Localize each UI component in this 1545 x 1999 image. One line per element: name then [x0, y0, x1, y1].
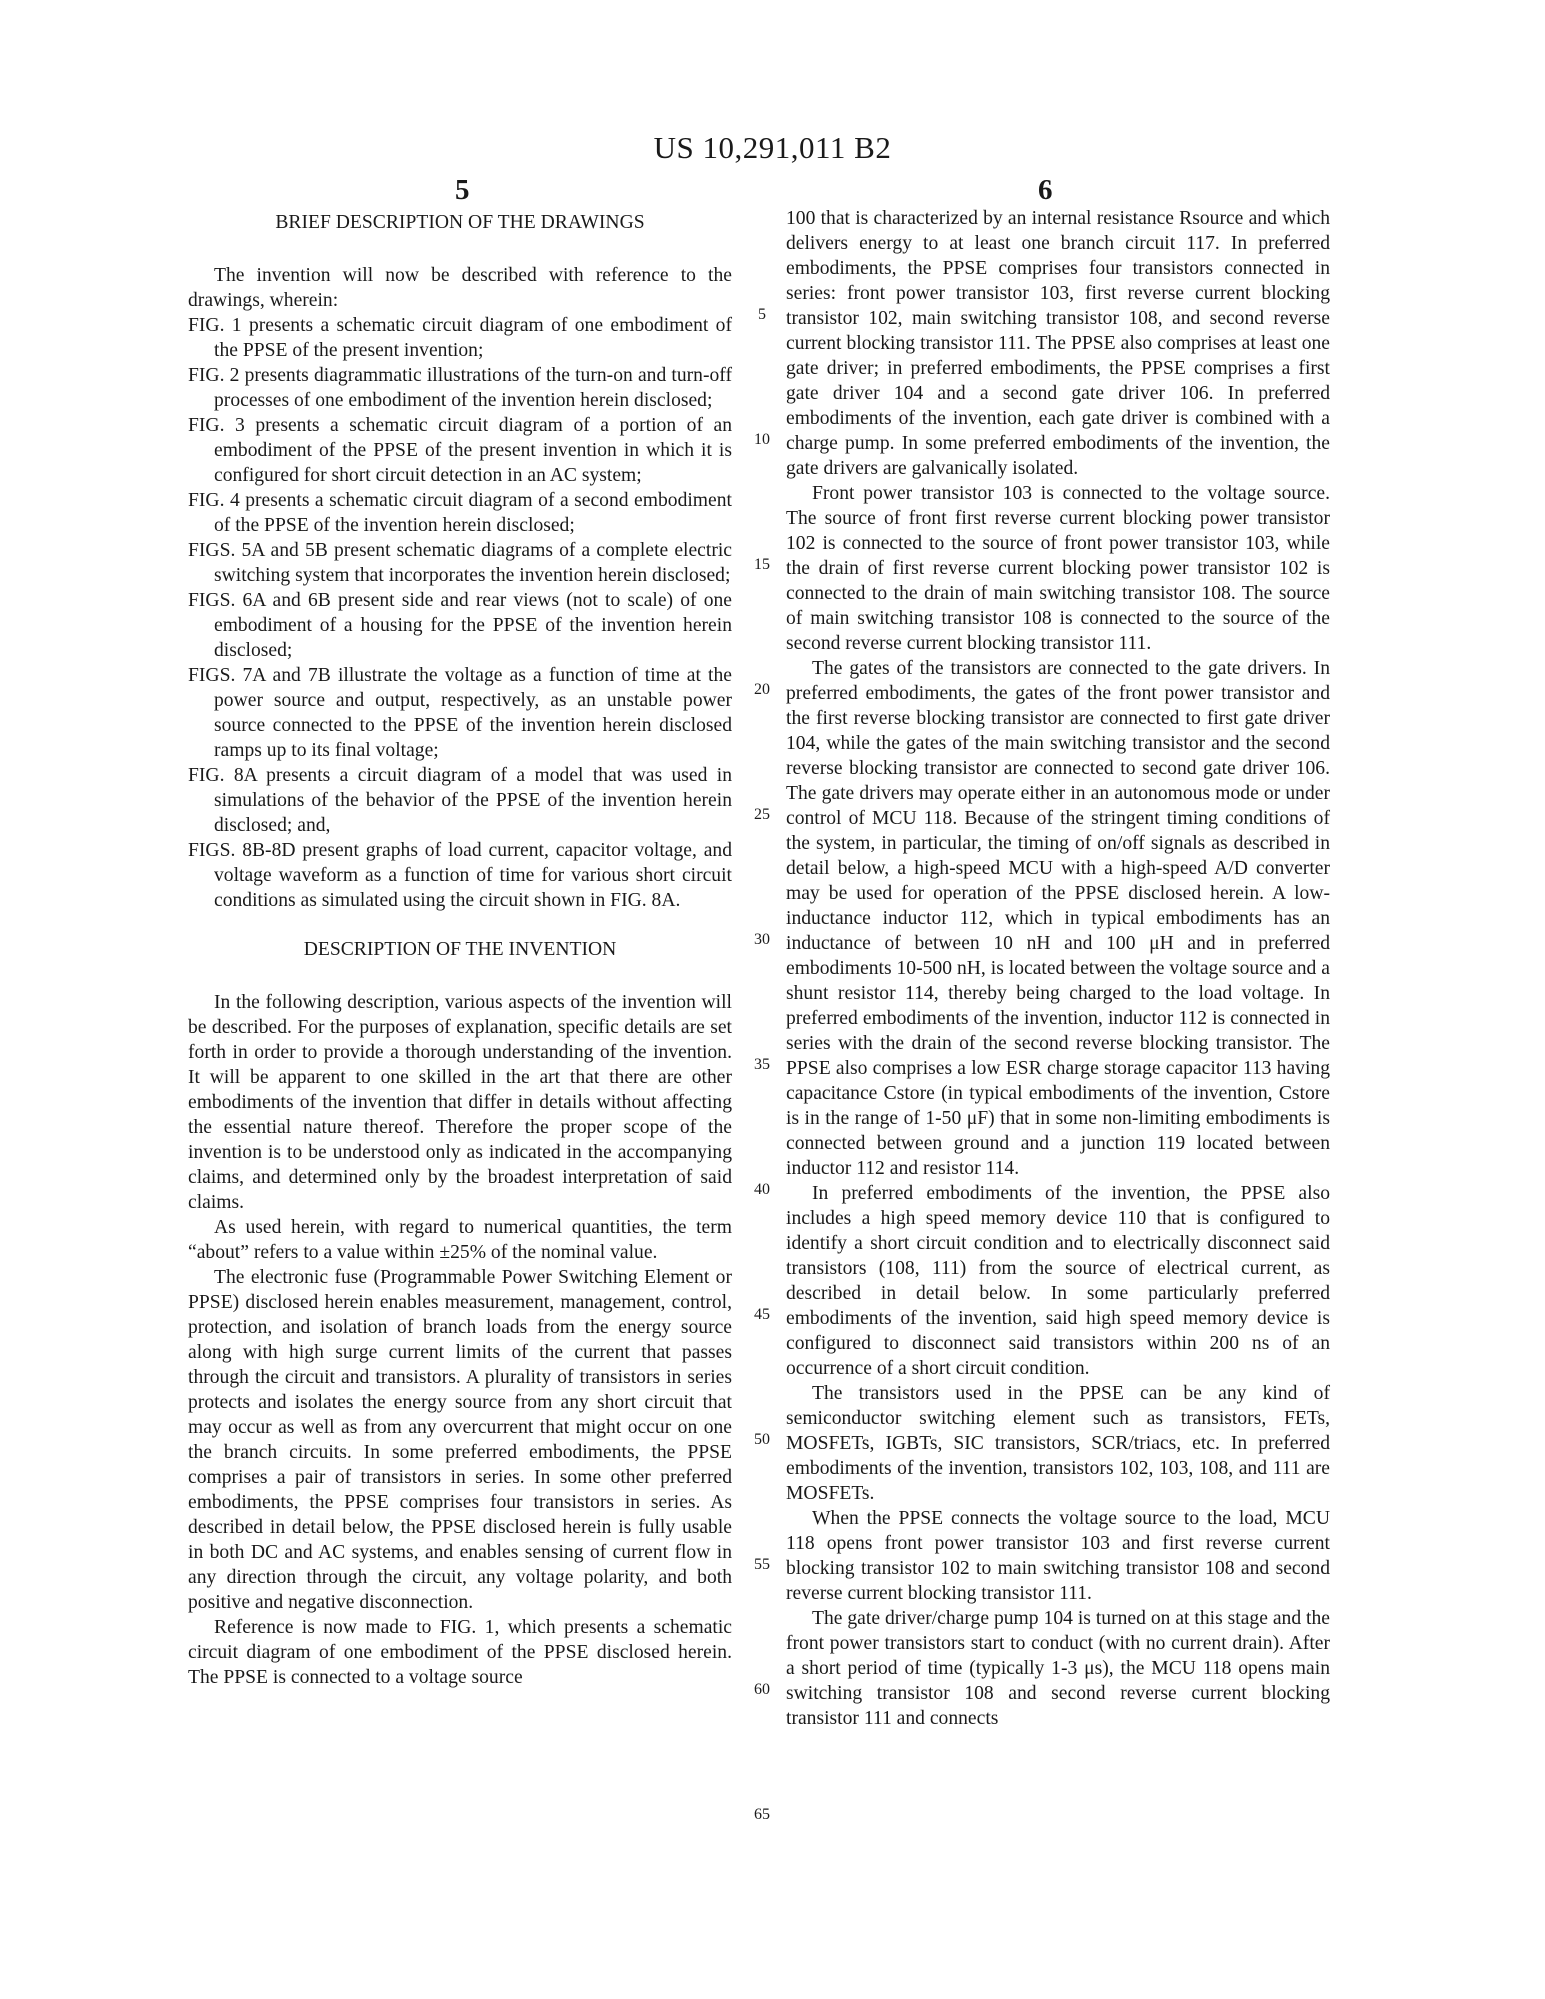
- paragraph: The gate driver/charge pump 104 is turned on at this stage and the front power transistors start to conduct (with no current drain). After a short period of time (typically 1-3 μs), the MCU 118 opens main switching transistor 108 and second reverse current blocking transistor 111 and connects: [786, 1608, 1330, 1729]
- brief-description-heading: BRIEF DESCRIPTION OF THE DRAWINGS: [275, 212, 645, 233]
- line-number: 5: [758, 306, 766, 323]
- brief-intro: The invention will now be described with reference to the drawings, wherein:: [188, 265, 732, 311]
- description-heading: DESCRIPTION OF THE INVENTION: [303, 939, 617, 960]
- patent-number: US 10,291,011 B2: [653, 130, 892, 165]
- paragraph: When the PPSE connects the voltage source to the load, MCU 118 opens front power transistor 103 and first reverse current blocking transistor 102 to main switching transistor 108 and second reverse current blocking transistor 111.: [786, 1508, 1330, 1604]
- left-column: [188, 206, 732, 1690]
- line-number: 15: [754, 556, 770, 573]
- paragraph: The transistors used in the PPSE can be any kind of semiconductor switching element such as transistors, FETs, MOSFETs, IGBTs, SIC transistors, SCR/triacs, etc. In preferred embodiments of the invention, transistors 102, 103, 108, and 111 are MOSFETs.: [786, 1383, 1330, 1504]
- right-column: [786, 206, 1330, 1731]
- line-number: 25: [754, 806, 770, 823]
- fig-item: FIGS. 6A and 6B present side and rear views (not to scale) of one embodiment of a housing for the PPSE of the invention herein disclosed;: [188, 590, 732, 661]
- line-number: 55: [754, 1556, 770, 1573]
- paragraph: As used herein, with regard to numerical quantities, the term “about” refers to a value within ±25% of the nominal value.: [188, 1217, 732, 1263]
- line-number: 50: [754, 1431, 770, 1448]
- line-number: 65: [754, 1806, 770, 1823]
- paragraph: 100 that is characterized by an internal resistance Rsource and which delivers energy to at least one branch circuit 117. In preferred embodiments, the PPSE comprises four transistors connected in series: front power transistor 103, first reverse current blocking transistor 102, main switching transistor 108, and second reverse current blocking transistor 111. The PPSE also comprises at least one gate driver; in preferred embodiments, the PPSE comprises a first gate driver 104 and a second gate driver 106. In preferred embodiments of the invention, each gate driver is combined with a charge pump. In some preferred embodiments of the invention, the gate drivers are galvanically isolated.: [786, 208, 1330, 479]
- line-number: 20: [754, 681, 770, 698]
- paragraph: In preferred embodiments of the invention, the PPSE also includes a high speed memory device 110 that is configured to identify a short circuit condition and to electrically disconnect said transistors (108, 111) from the source of electrical current, as described in detail below. In some particularly preferred embodiments of the invention, said high speed memory device is configured to disconnect said transistors within 200 ns of an occurrence of a short circuit condition.: [786, 1183, 1330, 1379]
- line-number: 60: [754, 1681, 770, 1698]
- line-number: 30: [754, 931, 770, 948]
- paragraph: The electronic fuse (Programmable Power Switching Element or PPSE) disclosed herein enables measurement, management, control, protection, and isolation of branch loads from the energy source along with high surge current limits of the current that passes through the circuit and transistors. A plurality of transistors in series protects and isolates the energy source from any short circuit that may occur as well as from any overcurrent that might occur on one the branch circuits. In some preferred embodiments, the PPSE comprises a pair of transistors in series. In some other preferred embodiments, the PPSE comprises four transistors in series. As described in detail below, the PPSE disclosed herein is fully usable in both DC and AC systems, and enables sensing of current flow in any direction through the circuit, any voltage polarity, and both positive and negative disconnection.: [188, 1267, 732, 1613]
- fig-item: FIG. 8A presents a circuit diagram of a model that was used in simulations of the behavior of the PPSE of the invention herein disclosed; and,: [188, 765, 732, 836]
- fig-item: FIGS. 7A and 7B illustrate the voltage as a function of time at the power source and output, respectively, as an unstable power source connected to the PPSE of the invention herein disclosed ramps up to its final voltage;: [188, 665, 732, 761]
- fig-item: FIGS. 5A and 5B present schematic diagrams of a complete electric switching system that incorporates the invention herein disclosed;: [188, 540, 732, 586]
- fig-item: FIG. 4 presents a schematic circuit diagram of a second embodiment of the PPSE of the invention herein disclosed;: [188, 490, 732, 536]
- line-number: 45: [754, 1306, 770, 1323]
- fig-item: FIGS. 8B-8D present graphs of load current, capacitor voltage, and voltage waveform as a function of time for various short circuit conditions as simulated using the circuit shown in FIG. 8A.: [188, 840, 732, 911]
- fig-item: FIG. 2 presents diagrammatic illustrations of the turn-on and turn-off processes of one embodiment of the invention herein disclosed;: [188, 365, 732, 411]
- line-number: 35: [754, 1056, 770, 1073]
- paragraph: In the following description, various aspects of the invention will be described. For the purposes of explanation, specific details are set forth in order to provide a thorough understanding of the invention. It will be apparent to one skilled in the art that there are other embodiments of the invention that differ in details without affecting the essential nature thereof. Therefore the proper scope of the invention is to be understood only as indicated in the accompanying claims, and determined only by the broadest interpretation of said claims.: [188, 992, 732, 1213]
- paragraph: Front power transistor 103 is connected to the voltage source. The source of front first reverse current blocking power transistor 102 is connected to the source of front power transistor 103, while the drain of first reverse current blocking power transistor 102 is connected to the drain of main switching transistor 108. The source of main switching transistor 108 is connected to the source of the second reverse current blocking transistor 111.: [786, 483, 1330, 654]
- line-number: 10: [754, 431, 770, 448]
- line-number: 40: [754, 1181, 770, 1198]
- paragraph: The gates of the transistors are connected to the gate drivers. In preferred embodiments, the gates of the front power transistor and the first reverse blocking transistor are connected to first gate driver 104, while the gates of the main switching transistor and the second reverse blocking transistor are connected to second gate driver 106. The gate drivers may operate either in an autonomous mode or under control of MCU 118. Because of the stringent timing conditions of the system, in particular, the timing of on/off signals as described in detail below, a high-speed MCU with a high-speed A/D converter may be used for operation of the PPSE disclosed herein. A low-inductance inductor 112, which in typical embodiments has an inductance of between 10 nH and 100 μH and in preferred embodiments 10-500 nH, is located between the voltage source and a shunt resistor 114, thereby being charged to the load voltage. In preferred embodiments of the invention, inductor 112 is connected in series with the drain of the second reverse blocking transistor. The PPSE also comprises a low ESR charge storage capacitor 113 having capacitance Cstore (in typical embodiments of the invention, Cstore is in the range of 1-50 μF) that in some non-limiting embodiments is connected between ground and a junction 119 located between inductor 112 and resistor 114.: [786, 658, 1330, 1179]
- fig-item: FIG. 3 presents a schematic circuit diagram of a portion of an embodiment of the PPSE of the present invention in which it is configured for short circuit detection in an AC system;: [188, 415, 732, 486]
- page-number-left: 5: [455, 174, 470, 206]
- page-number-right: 6: [1038, 174, 1053, 206]
- fig-item: FIG. 1 presents a schematic circuit diagram of one embodiment of the PPSE of the present invention;: [188, 315, 732, 361]
- paragraph: Reference is now made to FIG. 1, which presents a schematic circuit diagram of one embodiment of the PPSE disclosed herein. The PPSE is connected to a voltage source: [188, 1617, 732, 1688]
